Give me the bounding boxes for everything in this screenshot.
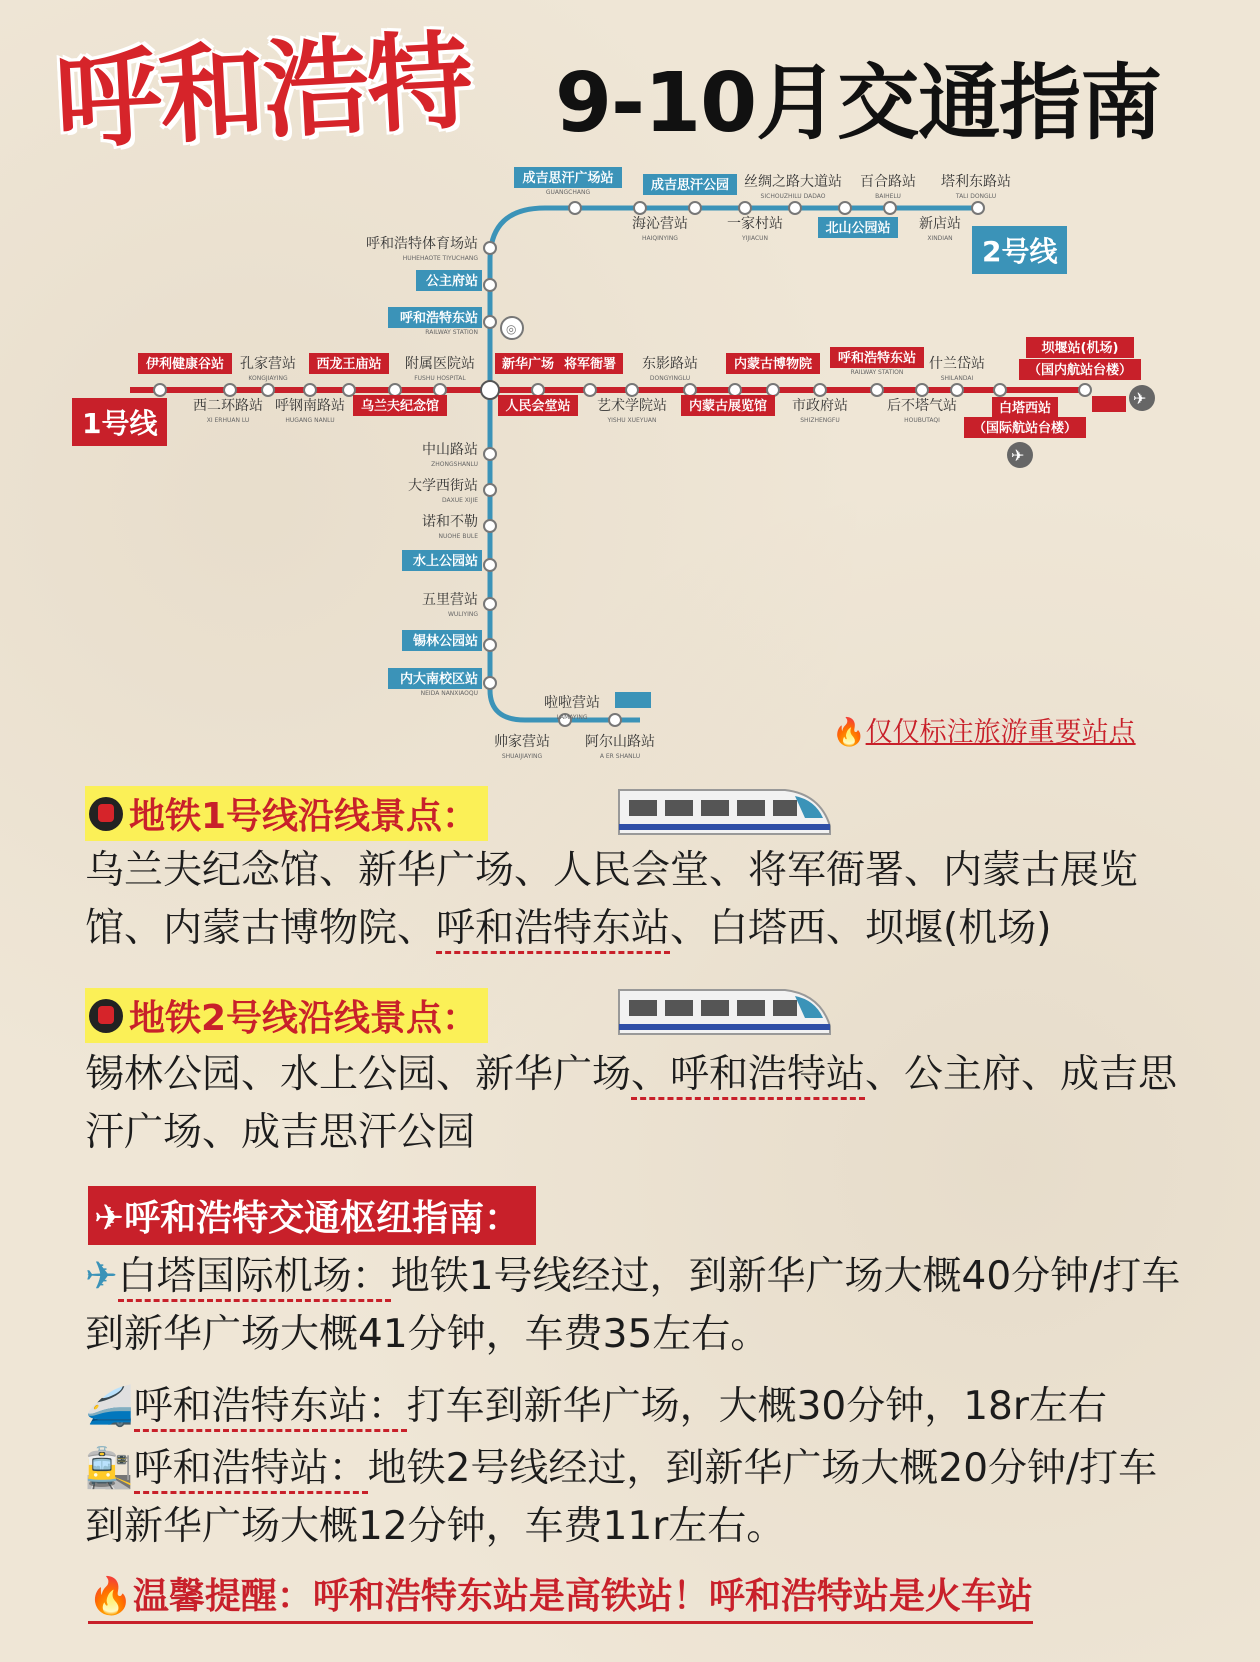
- station-nodes: [154, 202, 1091, 726]
- station-label: [557, 353, 623, 374]
- station-node: [1079, 384, 1091, 396]
- svg-text:HUGANG NANLU: HUGANG NANLU: [285, 417, 335, 424]
- station-label: [964, 417, 1086, 438]
- station-label: [275, 397, 345, 424]
- svg-text:东影路站: 东影路站: [642, 356, 698, 372]
- station-label: [388, 668, 482, 697]
- station-label: [495, 353, 561, 374]
- svg-text:锡林公园站: 锡林公园站: [412, 634, 478, 649]
- svg-text:YIJIACUN: YIJIACUN: [741, 235, 769, 242]
- station-node: [389, 384, 401, 396]
- svg-text:成吉思汗广场站: 成吉思汗广场站: [522, 171, 614, 186]
- svg-text:人民会堂站: 人民会堂站: [505, 399, 571, 414]
- title-guide: 9-10月交通指南: [555, 56, 1162, 151]
- station-label: [941, 173, 1011, 200]
- svg-text:白塔西站: 白塔西站: [998, 401, 1052, 416]
- station-label: [929, 355, 985, 382]
- transfer-node: [481, 381, 499, 399]
- svg-text:帅家营站: 帅家营站: [494, 734, 550, 750]
- tip-reminder: 🔥温馨提醒：呼和浩特东站是高铁站！呼和浩特站是火车站: [88, 1568, 1033, 1624]
- hub-heading: ✈呼和浩特交通枢纽指南：: [88, 1186, 536, 1245]
- station-label: [402, 550, 482, 571]
- line2-end-badge: [615, 692, 651, 708]
- station-node: [972, 202, 984, 214]
- svg-text:五里营站: 五里营站: [422, 592, 478, 608]
- station-label: [353, 395, 447, 416]
- fire-icon: 🔥: [832, 717, 866, 748]
- svg-text:呼钢南路站: 呼钢南路站: [275, 398, 345, 414]
- svg-text:内蒙古博物院: 内蒙古博物院: [733, 357, 813, 372]
- svg-text:公主府站: 公主府站: [425, 274, 478, 289]
- svg-text:呼和浩特体育场站: 呼和浩特体育场站: [366, 236, 478, 252]
- svg-text:✈: ✈: [1011, 446, 1025, 465]
- svg-text:成吉思汗公园: 成吉思汗公园: [650, 178, 730, 193]
- station-label: [422, 591, 478, 618]
- fire-icon: 🔥: [88, 1576, 133, 1617]
- plane-icon: ✈: [85, 1254, 118, 1299]
- station-label: [544, 694, 600, 721]
- station-node: [484, 448, 496, 460]
- station-node: [154, 384, 166, 396]
- station-node: [484, 559, 496, 571]
- svg-text:ZHONGSHANLU: ZHONGSHANLU: [431, 461, 478, 468]
- svg-text:SHUAIJIAYING: SHUAIJIAYING: [501, 753, 543, 760]
- station-label: [422, 513, 478, 540]
- station-label: [408, 477, 478, 504]
- station-node: [729, 384, 741, 396]
- metro-icon: [89, 797, 123, 831]
- station-label: [309, 353, 389, 374]
- station-label: [818, 217, 898, 238]
- svg-text:市政府站: 市政府站: [792, 398, 848, 414]
- sec1-heading: 地铁1号线沿线景点：: [85, 786, 488, 841]
- station-node: [343, 384, 355, 396]
- sec2-heading: 地铁2号线沿线景点：: [85, 988, 488, 1043]
- svg-text:XI ERHUAN LU: XI ERHUAN LU: [206, 417, 250, 424]
- svg-text:TALI DONGLU: TALI DONGLU: [955, 193, 997, 200]
- station-label: [830, 347, 924, 376]
- station-label: [193, 397, 263, 424]
- train-icon: [615, 984, 835, 1040]
- svg-text:SHIZHENGFU: SHIZHENGFU: [800, 417, 840, 424]
- svg-text:艺术学院站: 艺术学院站: [597, 398, 667, 414]
- station-label: [366, 235, 478, 262]
- station-node: [569, 202, 581, 214]
- station-label: [402, 630, 482, 651]
- sec2-text: 锡林公园、水上公园、新华广场、呼和浩特站、公主府、成吉思汗广场、成吉思汗公园: [85, 1052, 1178, 1155]
- station-node: [484, 598, 496, 610]
- svg-text:RAILWAY STATION: RAILWAY STATION: [425, 329, 478, 336]
- station-label: [422, 441, 478, 468]
- plane-icon: ✈: [94, 1198, 125, 1239]
- svg-text:后不塔气站: 后不塔气站: [887, 398, 957, 414]
- svg-text:乌兰夫纪念馆: 乌兰夫纪念馆: [360, 399, 440, 414]
- station-node: [626, 384, 638, 396]
- line2-tag: 2号线: [972, 226, 1067, 274]
- station-label: [597, 397, 667, 424]
- svg-text:新店站: 新店站: [919, 216, 961, 232]
- station-node: [484, 316, 496, 328]
- svg-text:海沁营站: 海沁营站: [632, 216, 688, 232]
- station-label: [514, 167, 622, 196]
- svg-text:内蒙古展览馆: 内蒙古展览馆: [688, 399, 768, 414]
- metro-map: [0, 0, 1260, 760]
- svg-text:附属医院站: 附属医院站: [405, 356, 475, 372]
- station-node: [262, 384, 274, 396]
- svg-text:中山路站: 中山路站: [422, 442, 478, 458]
- station-node: [689, 202, 701, 214]
- line2-path: [490, 208, 980, 690]
- map-note: 🔥仅仅标注旅游重要站点: [832, 717, 1136, 748]
- station-node: [739, 202, 751, 214]
- station-label: [498, 395, 578, 416]
- bullet-train-icon: 🚄: [85, 1384, 134, 1429]
- svg-text:（国际航站台楼）: （国际航站台楼）: [972, 421, 1078, 436]
- svg-text:啦啦营站: 啦啦营站: [544, 695, 600, 711]
- station-node: [634, 202, 646, 214]
- train-icon: [615, 784, 835, 840]
- svg-text:呼和浩特东站: 呼和浩特东站: [399, 311, 478, 326]
- station-label: [388, 307, 482, 336]
- station-node: [916, 384, 928, 396]
- station-node: [484, 677, 496, 689]
- station-label: [494, 733, 550, 760]
- station-node: [839, 202, 851, 214]
- station-node: [304, 384, 316, 396]
- station-node: [434, 384, 446, 396]
- station-label: [632, 215, 688, 242]
- station-label: [585, 733, 655, 760]
- station-label: [681, 395, 775, 416]
- svg-text:SHILANDAI: SHILANDAI: [940, 375, 974, 382]
- station-label: [643, 174, 737, 195]
- svg-text:A ER SHANLU: A ER SHANLU: [599, 753, 641, 760]
- svg-text:NEIDA NANXIAOQU: NEIDA NANXIAOQU: [420, 690, 478, 697]
- station-node: [814, 384, 826, 396]
- station-node: [484, 520, 496, 532]
- station-node: [484, 279, 496, 291]
- svg-text:大学西街站: 大学西街站: [408, 478, 478, 494]
- svg-text:（国内航站台楼）: （国内航站台楼）: [1027, 363, 1133, 378]
- svg-text:西二环路站: 西二环路站: [193, 398, 263, 414]
- station-node: [994, 384, 1006, 396]
- station-label: [919, 215, 961, 242]
- svg-text:SICHOUZHILU DADAO: SICHOUZHILU DADAO: [760, 193, 826, 200]
- line1-end-badge: [1092, 396, 1126, 412]
- svg-text:新华广场: 新华广场: [501, 357, 555, 372]
- svg-text:WULIYING: WULIYING: [447, 611, 478, 618]
- svg-text:丝绸之路大道站: 丝绸之路大道站: [744, 174, 842, 190]
- station-node: [884, 202, 896, 214]
- svg-text:GUANGCHANG: GUANGCHANG: [545, 189, 591, 196]
- station-node: [484, 484, 496, 496]
- station-label: [744, 173, 842, 200]
- svg-text:塔利东路站: 塔利东路站: [941, 174, 1011, 190]
- svg-text:HOUBUTAQI: HOUBUTAQI: [904, 417, 940, 424]
- metro-icon: [89, 999, 123, 1033]
- svg-text:呼和浩特东站: 呼和浩特东站: [837, 351, 917, 366]
- station-label: [240, 355, 296, 382]
- station-node: [609, 714, 621, 726]
- svg-text:DONGYINGLU: DONGYINGLU: [649, 375, 691, 382]
- station-node: [484, 639, 496, 651]
- svg-text:诺和不勒: 诺和不勒: [422, 514, 478, 530]
- svg-text:BAIHELU: BAIHELU: [875, 193, 901, 200]
- svg-text:◎: ◎: [506, 322, 517, 336]
- station-label: [1026, 337, 1134, 358]
- svg-text:HUHEHAOTE TIYUCHANG: HUHEHAOTE TIYUCHANG: [402, 255, 478, 262]
- svg-text:一家村站: 一家村站: [727, 216, 783, 232]
- title-city: 呼和浩特: [52, 19, 475, 164]
- svg-text:KONGJIAYING: KONGJIAYING: [248, 375, 288, 382]
- svg-text:内大南校区站: 内大南校区站: [399, 672, 478, 687]
- station-label: [727, 215, 783, 242]
- station-node: [532, 384, 544, 396]
- station-node: [584, 384, 596, 396]
- svg-text:XINDIAN: XINDIAN: [927, 235, 953, 242]
- station-label: [726, 353, 820, 374]
- station-node: [789, 202, 801, 214]
- station-label: [992, 397, 1058, 418]
- svg-text:将军衙署: 将军衙署: [563, 357, 617, 372]
- station-label: [1019, 359, 1141, 380]
- station-node: [224, 384, 236, 396]
- sec1-text: 乌兰夫纪念馆、新华广场、人民会堂、将军衙署、内蒙古展览馆、内蒙古博物院、呼和浩特东站、白塔西、坝堰(机场): [85, 842, 1195, 958]
- station-node: [951, 384, 963, 396]
- svg-text:伊利健康谷站: 伊利健康谷站: [145, 357, 225, 372]
- svg-text:阿尔山路站: 阿尔山路站: [585, 734, 655, 750]
- svg-text:RAILWAY STATION: RAILWAY STATION: [850, 369, 904, 376]
- svg-text:坝堰站(机场): 坝堰站(机场): [1041, 341, 1119, 356]
- svg-text:LAMAYING: LAMAYING: [556, 714, 588, 721]
- station-label: [792, 397, 848, 424]
- svg-text:HAIQINYING: HAIQINYING: [642, 235, 678, 242]
- station-node: [871, 384, 883, 396]
- station-node: [484, 242, 496, 254]
- svg-text:NUOHE BULE: NUOHE BULE: [438, 533, 478, 540]
- station-label: [860, 173, 916, 200]
- svg-text:西龙王庙站: 西龙王庙站: [316, 357, 382, 372]
- station-label: [642, 355, 698, 382]
- hub-airport: ✈白塔国际机场：地铁1号线经过，到新华广场大概40分钟/打车到新华广场大概41分钟，车费35左右。: [85, 1248, 1195, 1364]
- station-node: [767, 384, 779, 396]
- svg-text:FUSHU HOSPITAL: FUSHU HOSPITAL: [414, 375, 466, 382]
- svg-text:水上公园站: 水上公园站: [412, 554, 478, 569]
- hub-east-station: 🚄呼和浩特东站：打车到新华广场，大概30分钟，18r左右: [85, 1378, 1195, 1436]
- station-label: [405, 355, 475, 382]
- hub-station: 🚉呼和浩特站：地铁2号线经过，到新华广场大概20分钟/打车到新华广场大概12分钟，车费11r左右。: [85, 1440, 1195, 1556]
- svg-text:YISHU XUEYUAN: YISHU XUEYUAN: [607, 417, 657, 424]
- railway-icon: 🚉: [85, 1446, 134, 1491]
- line1-tag: 1号线: [72, 398, 167, 446]
- svg-text:✈: ✈: [1133, 389, 1147, 408]
- station-label: [138, 353, 232, 374]
- svg-text:百合路站: 百合路站: [860, 174, 916, 190]
- station-label: [887, 397, 957, 424]
- svg-text:孔家营站: 孔家营站: [240, 356, 296, 372]
- svg-text:DAXUE XIJIE: DAXUE XIJIE: [441, 497, 478, 504]
- svg-text:北山公园站: 北山公园站: [825, 221, 891, 236]
- station-node: [684, 384, 696, 396]
- svg-text:什兰岱站: 什兰岱站: [929, 356, 985, 372]
- station-label: [416, 270, 482, 291]
